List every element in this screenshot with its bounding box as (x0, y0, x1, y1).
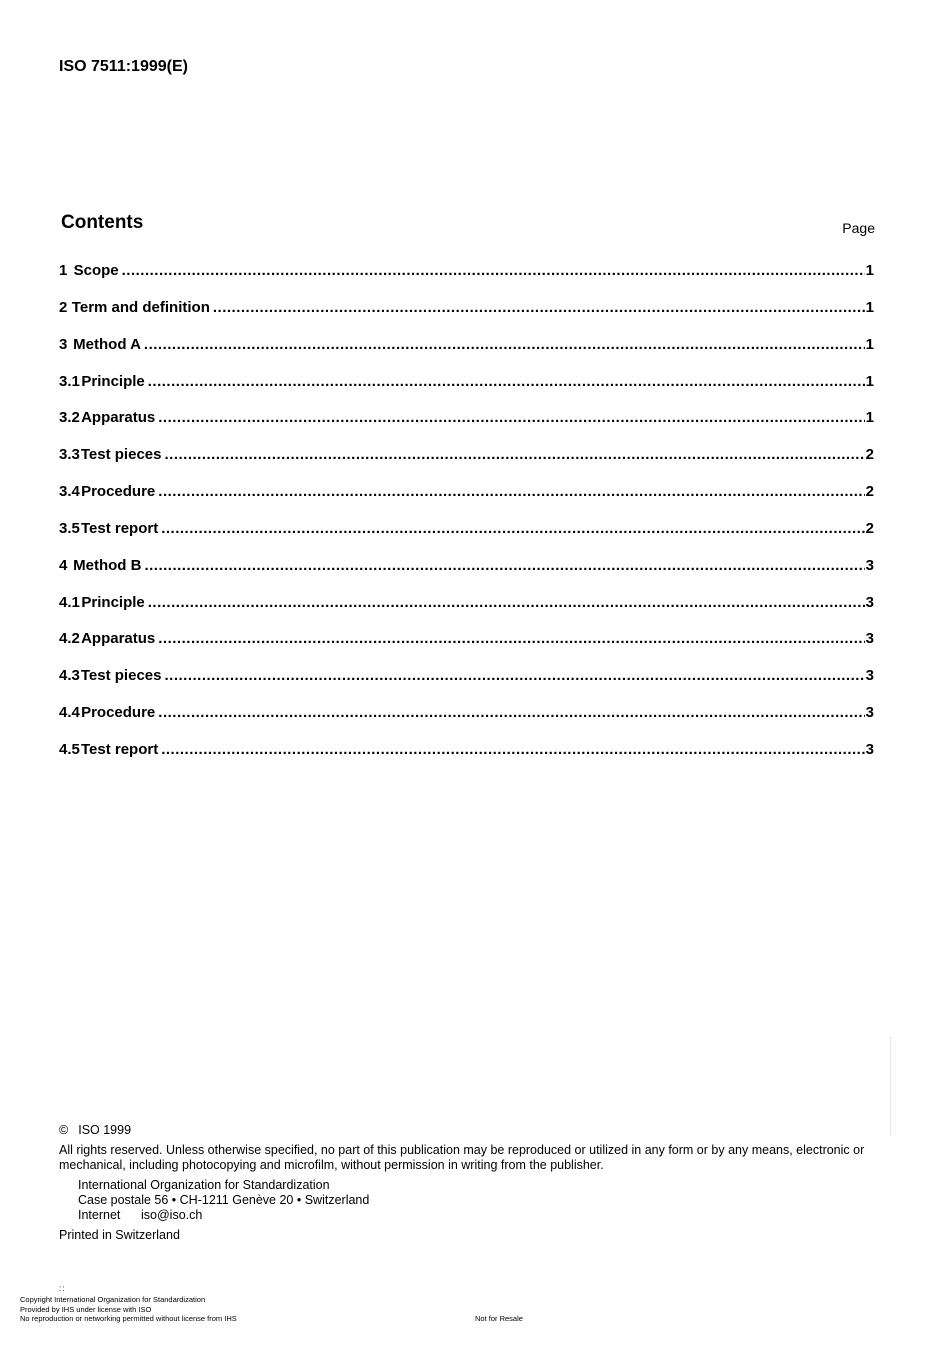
toc-entry[interactable] (59, 630, 874, 667)
footer-reproduction: No reproduction or networking permitted without license from IHS (20, 1314, 237, 1323)
toc-dot-leader (148, 373, 865, 390)
printed-in: Printed in Switzerland (59, 1228, 180, 1242)
toc-entry-page: 3 (865, 667, 874, 685)
toc-entry-number: 3.4 (59, 483, 80, 501)
toc-dot-leader (158, 483, 864, 500)
toc-entry[interactable] (59, 373, 874, 410)
toc-dot-leader (122, 262, 865, 279)
toc-entry-label: Term and definition (71, 298, 210, 316)
toc-entry-label: Procedure (81, 704, 156, 722)
page-column-label: Page (842, 220, 875, 236)
toc-entry-number: 1 (59, 262, 68, 279)
toc-entry-page: 3 (865, 593, 874, 611)
footer-provider: Provided by IHS under license with ISO (20, 1304, 152, 1314)
document-id: ISO 7511:1999(E) (59, 58, 188, 75)
toc-entry[interactable] (59, 262, 874, 299)
toc-entry-label: Method A (73, 335, 141, 353)
toc-entry-number: 4.2 (59, 630, 80, 648)
toc-entry-label: Test pieces (80, 667, 162, 685)
toc-dot-leader (148, 594, 865, 611)
contents-title: Contents (61, 212, 144, 233)
toc-entry-page: 1 (865, 409, 874, 427)
toc-entry-number: 4.4 (59, 704, 80, 722)
copyright-symbol: © (59, 1123, 69, 1137)
toc-dot-leader (158, 630, 864, 647)
rights-statement: All rights reserved. Unless otherwise specified, no part of this publication may be reproduced or utilized in any form or by any means, electronic or mechanical, including photocopying and microfilm, without permission in writing from the publisher. (59, 1143, 865, 1172)
toc-entry-label: Test report (80, 519, 159, 537)
toc-entry-label: Test pieces (80, 446, 162, 464)
postal-address: Case postale 56 • CH-1211 Genève 20 • Switzerland (78, 1193, 370, 1207)
toc-entry[interactable] (59, 483, 874, 520)
toc-entry-label: Principle (81, 593, 145, 611)
toc-entry-label: Principle (81, 372, 145, 390)
table-of-contents (59, 262, 874, 778)
toc-entry-page: 1 (865, 335, 874, 353)
toc-dot-leader (161, 520, 864, 537)
toc-entry[interactable] (59, 667, 874, 704)
toc-entry-number: 4.3 (59, 667, 80, 685)
org-name: International Organization for Standardization (78, 1178, 330, 1192)
toc-entry-page: 2 (865, 519, 874, 537)
toc-dot-leader (158, 704, 864, 721)
toc-entry[interactable] (59, 704, 874, 741)
toc-entry-number: 3.5 (59, 519, 80, 537)
organization-address (78, 1178, 369, 1223)
not-for-resale: Not for Resale (475, 1314, 523, 1323)
toc-entry-page: 1 (865, 298, 874, 316)
toc-entry-label: Method B (73, 556, 142, 574)
toc-dot-leader (144, 557, 864, 574)
license-footer (20, 1295, 237, 1324)
toc-entry-number: 3.3 (59, 446, 80, 464)
toc-entry-number: 3 (59, 335, 68, 353)
toc-entry-label: Apparatus (81, 409, 156, 427)
toc-dot-leader (161, 741, 864, 758)
toc-entry-page: 3 (865, 740, 874, 758)
copyright-line (59, 1123, 131, 1137)
toc-entry-page: 2 (865, 483, 874, 501)
footer-marks: :: (59, 1284, 66, 1293)
toc-entry-page: 3 (865, 556, 874, 574)
toc-dot-leader (213, 299, 865, 316)
internet-line (78, 1208, 369, 1223)
toc-entry-number: 2 (59, 298, 68, 316)
toc-entry-number: 4.1 (59, 593, 80, 611)
toc-entry[interactable] (59, 409, 874, 446)
toc-entry-number: 3.1 (59, 372, 80, 390)
toc-dot-leader (158, 409, 864, 426)
toc-entry-page: 2 (865, 446, 874, 464)
toc-dot-leader (164, 667, 864, 684)
toc-entry[interactable] (59, 299, 874, 336)
toc-entry-page: 3 (865, 630, 874, 648)
internet-label: Internet (78, 1208, 121, 1222)
toc-entry-number: 3.2 (59, 409, 80, 427)
toc-entry[interactable] (59, 557, 874, 594)
toc-entry[interactable] (59, 336, 874, 373)
toc-entry-label: Apparatus (81, 630, 156, 648)
toc-entry[interactable] (59, 520, 874, 557)
toc-entry-number: 4.5 (59, 740, 80, 758)
toc-entry[interactable] (59, 446, 874, 483)
toc-entry-page: 3 (865, 704, 874, 722)
toc-entry-label: Test report (80, 740, 159, 758)
toc-entry-number: 4 (59, 556, 68, 574)
toc-entry[interactable] (59, 594, 874, 631)
copyright-year: ISO 1999 (78, 1123, 132, 1137)
email-address: iso@iso.ch (141, 1208, 203, 1222)
footer-copyright: Copyright International Organization for Standardization (20, 1295, 206, 1304)
toc-entry-page: 1 (865, 262, 874, 279)
toc-dot-leader (164, 446, 864, 463)
toc-entry-page: 1 (865, 372, 874, 390)
toc-dot-leader (144, 336, 865, 353)
toc-entry-label: Procedure (81, 483, 156, 501)
toc-entry-label: Scope (73, 262, 119, 279)
toc-entry[interactable] (59, 741, 874, 778)
margin-mark (890, 1037, 893, 1135)
